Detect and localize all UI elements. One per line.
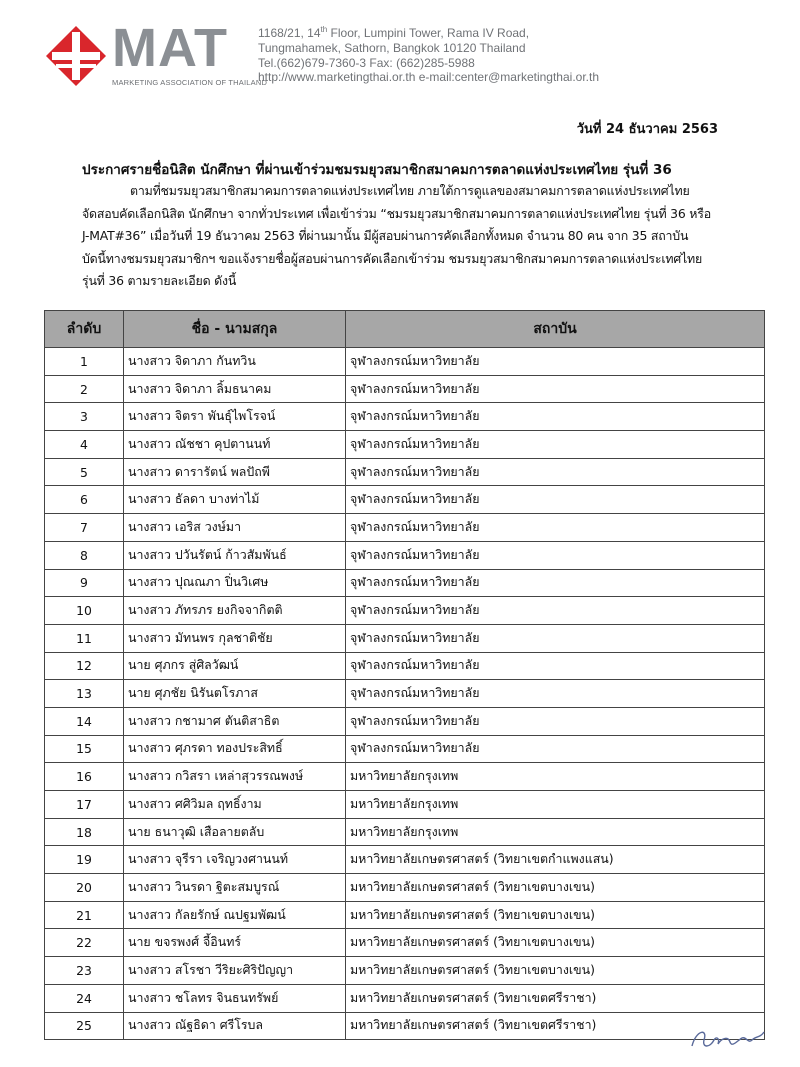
cell-institution: จุฬาลงกรณ์มหาวิทยาลัย (346, 403, 765, 431)
cell-name: นางสาว จิดาภา กันทวิน (124, 348, 346, 376)
mat-emblem-icon (44, 24, 108, 88)
header-order: ลำดับ (45, 311, 124, 348)
cell-name: นางสาว จิดาภา ลิ้มธนาคม (124, 375, 346, 403)
table-row (45, 707, 765, 735)
header-name: ชื่อ - นามสกุล (124, 311, 346, 348)
cell-institution: มหาวิทยาลัยเกษตรศาสตร์ (วิทยาเขตบางเขน) (346, 929, 765, 957)
cell-institution: มหาวิทยาลัยเกษตรศาสตร์ (วิทยาเขตบางเขน) (346, 901, 765, 929)
table-header-row (45, 311, 765, 348)
cell-name: นางสาว ศศิวิมล ฤทธิ์งาม (124, 791, 346, 819)
cell-order: 18 (45, 818, 124, 846)
cell-name: นางสาว ภัทรภร ยงกิจจากิตติ (124, 597, 346, 625)
cell-institution: มหาวิทยาลัยเกษตรศาสตร์ (วิทยาเขตศรีราชา) (346, 1012, 765, 1040)
cell-institution: จุฬาลงกรณ์มหาวิทยาลัย (346, 348, 765, 376)
table-row (45, 403, 765, 431)
address-line-1: 1168/21, 14th Floor, Lumpini Tower, Rama IV Road, (258, 25, 530, 40)
cell-order: 11 (45, 624, 124, 652)
cell-order: 25 (45, 1012, 124, 1040)
table-row (45, 652, 765, 680)
cell-order: 8 (45, 541, 124, 569)
table-row (45, 348, 765, 376)
table-row (45, 541, 765, 569)
cell-institution: จุฬาลงกรณ์มหาวิทยาลัย (346, 458, 765, 486)
table-row (45, 929, 765, 957)
table-row (45, 763, 765, 791)
cell-institution: มหาวิทยาลัยกรุงเทพ (346, 818, 765, 846)
cell-name: นาย ศุภชัย นิรันตโรภาส (124, 680, 346, 708)
cell-order: 16 (45, 763, 124, 791)
cell-institution: จุฬาลงกรณ์มหาวิทยาลัย (346, 431, 765, 459)
cell-institution: จุฬาลงกรณ์มหาวิทยาลัย (346, 707, 765, 735)
cell-institution: มหาวิทยาลัยเกษตรศาสตร์ (วิทยาเขตบางเขน) (346, 957, 765, 985)
cell-institution: จุฬาลงกรณ์มหาวิทยาลัย (346, 597, 765, 625)
table-row (45, 514, 765, 542)
contact-web-email: http://www.marketingthai.or.th e-mail:center@marketingthai.or.th (258, 70, 599, 85)
cell-name: นางสาว ปวันรัตน์ ก้าวสัมพันธ์ (124, 541, 346, 569)
cell-institution: จุฬาลงกรณ์มหาวิทยาลัย (346, 375, 765, 403)
cell-order: 5 (45, 458, 124, 486)
cell-institution: มหาวิทยาลัยเกษตรศาสตร์ (วิทยาเขตศรีราชา) (346, 984, 765, 1012)
cell-name: นาย ขจรพงศ์ จี้อินทร์ (124, 929, 346, 957)
cell-name: นางสาว เอริส วงษ์มา (124, 514, 346, 542)
cell-order: 9 (45, 569, 124, 597)
org-address (258, 26, 599, 85)
cell-institution: จุฬาลงกรณ์มหาวิทยาลัย (346, 624, 765, 652)
announcement-heading: ประกาศรายชื่อนิสิต นักศึกษา ที่ผ่านเข้าร่วมชมรมยุวสมาชิกสมาคมการตลาดแห่งประเทศไทย รุ่นที่ 36 (82, 162, 672, 178)
cell-order: 13 (45, 680, 124, 708)
cell-name: นางสาว ณัฐธิดา ศรีโรบล (124, 1012, 346, 1040)
logo-subtitle: MARKETING ASSOCIATION OF THAILAND (112, 78, 268, 87)
table-row (45, 984, 765, 1012)
table-row (45, 791, 765, 819)
cell-name: นางสาว กัลยรักษ์ ณปฐมพัฒน์ (124, 901, 346, 929)
table-row (45, 597, 765, 625)
cell-name: นางสาว ณัชชา คุปตานนท์ (124, 431, 346, 459)
cell-name: นางสาว ดารารัตน์ พลปัถพี (124, 458, 346, 486)
table-row (45, 846, 765, 874)
cell-order: 14 (45, 707, 124, 735)
cell-order: 17 (45, 791, 124, 819)
cell-order: 12 (45, 652, 124, 680)
table-row (45, 680, 765, 708)
cell-order: 4 (45, 431, 124, 459)
cell-name: นางสาว จิตรา พันธุ์ไพโรจน์ (124, 403, 346, 431)
table-row (45, 1012, 765, 1040)
cell-order: 15 (45, 735, 124, 763)
cell-name: นางสาว กวิสรา เหล่าสุวรรณพงษ์ (124, 763, 346, 791)
body-line: J-MAT#36” เมื่อวันที่ 19 ธันวาคม 2563 ที่ผ่านมานั้น มีผู้สอบผ่านการคัดเลือกทั้งหมด จำนวน 80 คน จาก 35 สถาบัน (82, 228, 689, 244)
cell-name: นางสาว มัทนพร กุลชาติชัย (124, 624, 346, 652)
cell-order: 7 (45, 514, 124, 542)
table-row (45, 375, 765, 403)
cell-institution: มหาวิทยาลัยเกษตรศาสตร์ (วิทยาเขตบางเขน) (346, 874, 765, 902)
cell-institution: มหาวิทยาลัยกรุงเทพ (346, 791, 765, 819)
cell-order: 1 (45, 348, 124, 376)
cell-institution: จุฬาลงกรณ์มหาวิทยาลัย (346, 652, 765, 680)
table-row (45, 569, 765, 597)
cell-name: นางสาว สโรชา วีริยะศิริปัญญา (124, 957, 346, 985)
table-row (45, 901, 765, 929)
letterhead (44, 18, 764, 96)
cell-order: 2 (45, 375, 124, 403)
body-line: จัดสอบคัดเลือกนิสิต นักศึกษา จากทั่วประเทศ เพื่อเข้าร่วม “ชมรมยุวสมาชิกสมาคมการตลาดแห่งประเทศไทย รุ่นที่ 36 หรือ (82, 205, 711, 221)
cell-name: นางสาว กชามาศ ตันติสาธิต (124, 707, 346, 735)
cell-institution: จุฬาลงกรณ์มหาวิทยาลัย (346, 680, 765, 708)
cell-institution: มหาวิทยาลัยกรุงเทพ (346, 763, 765, 791)
signature-icon (688, 1018, 768, 1058)
cell-order: 21 (45, 901, 124, 929)
cell-order: 3 (45, 403, 124, 431)
cell-name: นางสาว ปุณณภา ปิ่นวิเศษ (124, 569, 346, 597)
roster-table (44, 310, 765, 1040)
cell-institution: มหาวิทยาลัยเกษตรศาสตร์ (วิทยาเขตกำแพงแสน) (346, 846, 765, 874)
cell-name: นาย ธนาวุฒิ เสือลายตลับ (124, 818, 346, 846)
table-row (45, 735, 765, 763)
logo-wordmark: MAT (112, 18, 228, 78)
document-date: วันที่ 24 ธันวาคม 2563 (576, 122, 718, 137)
table-row (45, 431, 765, 459)
body-line: ตามที่ชมรมยุวสมาชิกสมาคมการตลาดแห่งประเทศไทย ภายใต้การดูแลของสมาคมการตลาดแห่งประเทศไทย (130, 183, 690, 198)
cell-name: นางสาว จุรีรา เจริญวงศานนท์ (124, 846, 346, 874)
announcement-body (82, 180, 722, 293)
cell-name: นาย ศุภกร สู่ศิลวัฒน์ (124, 652, 346, 680)
table-row (45, 957, 765, 985)
table-row (45, 818, 765, 846)
cell-name: นางสาว ธัลดา บางท่าไม้ (124, 486, 346, 514)
cell-order: 24 (45, 984, 124, 1012)
cell-institution: จุฬาลงกรณ์มหาวิทยาลัย (346, 569, 765, 597)
cell-order: 10 (45, 597, 124, 625)
table-row (45, 486, 765, 514)
table-row (45, 624, 765, 652)
cell-order: 23 (45, 957, 124, 985)
cell-order: 22 (45, 929, 124, 957)
cell-order: 19 (45, 846, 124, 874)
cell-institution: จุฬาลงกรณ์มหาวิทยาลัย (346, 735, 765, 763)
cell-institution: จุฬาลงกรณ์มหาวิทยาลัย (346, 541, 765, 569)
table-row (45, 874, 765, 902)
contact-phone-fax: Tel.(662)679-7360-3 Fax: (662)285-5988 (258, 55, 475, 70)
mat-logo (44, 18, 268, 90)
table-row (45, 458, 765, 486)
header-institution: สถาบัน (346, 311, 765, 348)
body-line: บัดนี้ทางชมรมยุวสมาชิกฯ ขอแจ้งรายชื่อผู้สอบผ่านการคัดเลือกเข้าร่วม ชมรมยุวสมาชิกสมาคมการตลาดแห่งประเทศไทย (82, 250, 703, 266)
cell-name: นางสาว ชโลทร จินธนทรัพย์ (124, 984, 346, 1012)
cell-order: 6 (45, 486, 124, 514)
roster-body (45, 348, 765, 1040)
cell-institution: จุฬาลงกรณ์มหาวิทยาลัย (346, 486, 765, 514)
body-line: รุ่นที่ 36 ตามรายละเอียด ดังนี้ (82, 273, 237, 289)
cell-name: นางสาว วินรดา ฐิตะสมบูรณ์ (124, 874, 346, 902)
cell-order: 20 (45, 874, 124, 902)
cell-name: นางสาว ศุภรดา ทองประสิทธิ์ (124, 735, 346, 763)
cell-institution: จุฬาลงกรณ์มหาวิทยาลัย (346, 514, 765, 542)
address-line-2: Tungmahamek, Sathorn, Bangkok 10120 Thailand (258, 40, 526, 55)
